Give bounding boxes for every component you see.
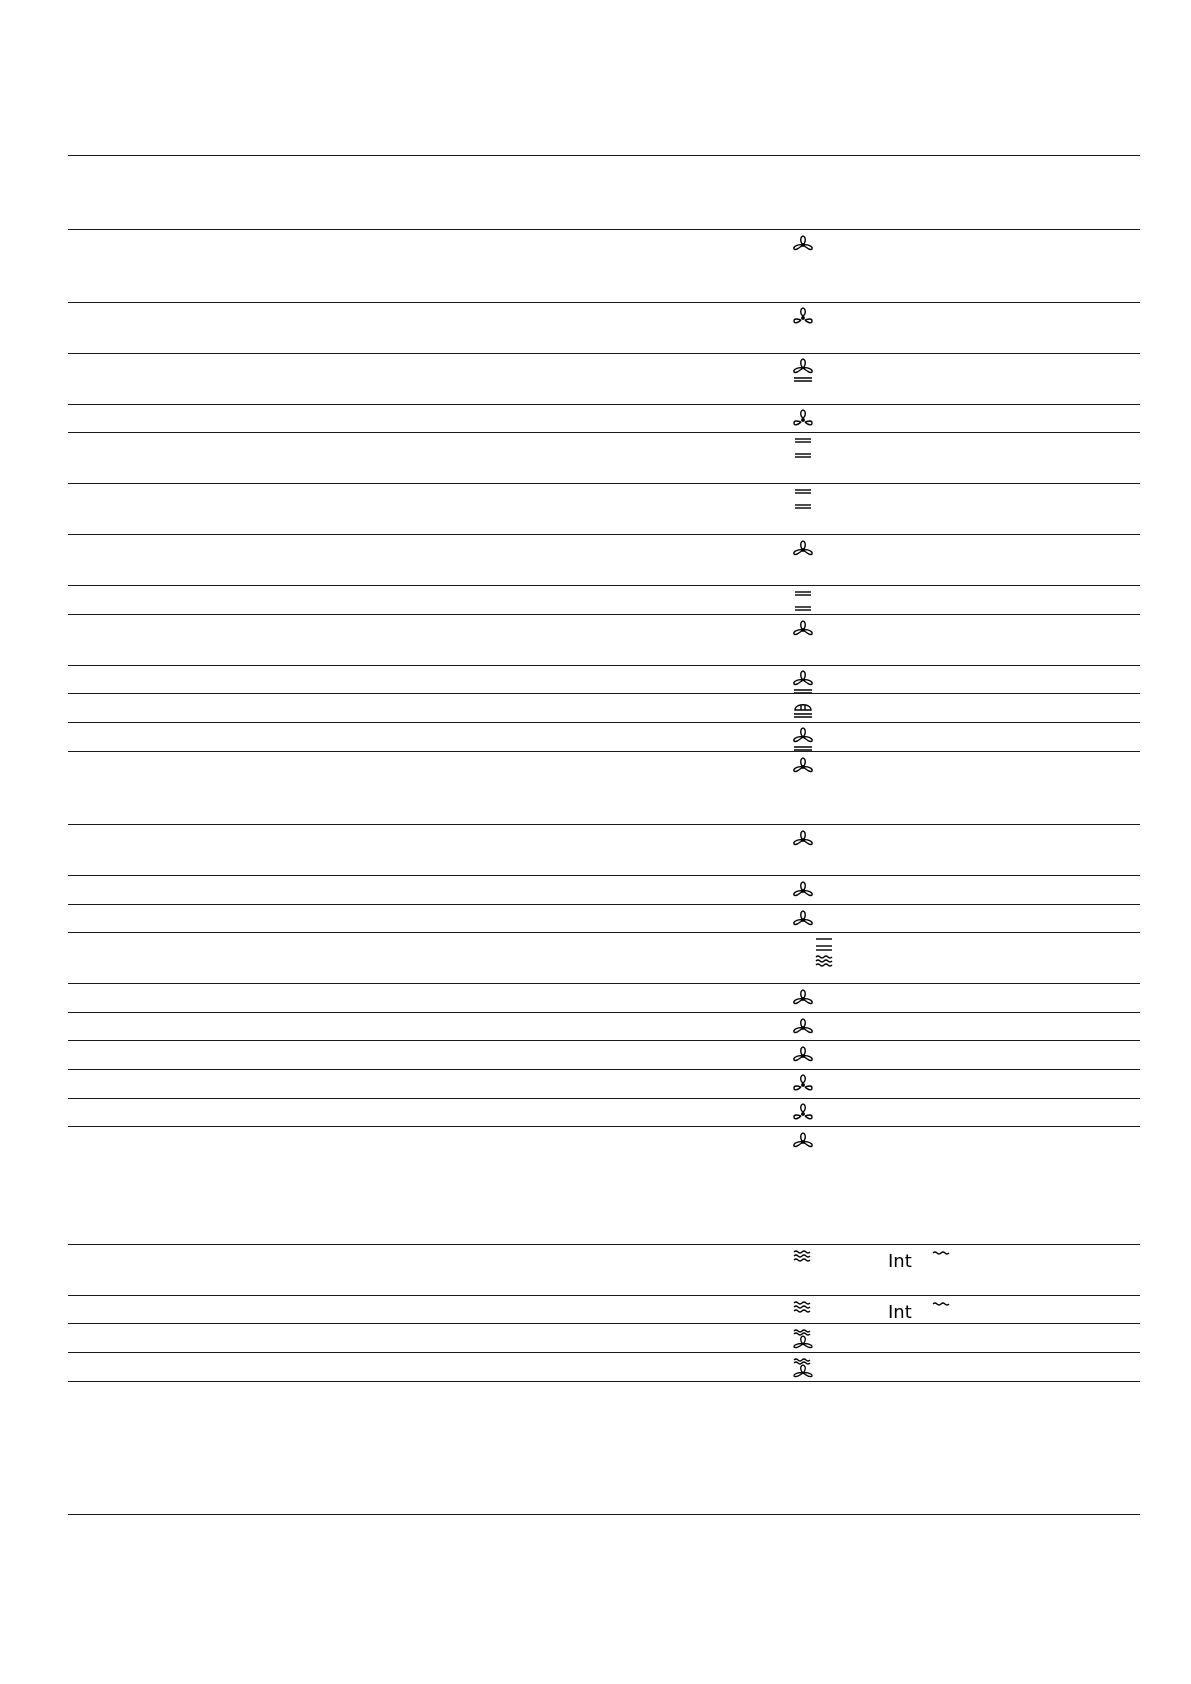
- table-row: [68, 983, 1140, 1012]
- table-row: [68, 1040, 1140, 1069]
- table-row: [68, 1352, 1140, 1381]
- table-row: [68, 1323, 1140, 1352]
- table-row: [68, 534, 1140, 585]
- table-row: [68, 302, 1140, 353]
- table-row: [68, 875, 1140, 904]
- table-row: [68, 155, 1140, 229]
- table-row: [68, 404, 1140, 432]
- table-row: [68, 751, 1140, 824]
- table-row: [68, 1244, 1140, 1295]
- table-row: [68, 1126, 1140, 1244]
- table-row: [68, 614, 1140, 665]
- table-row: [68, 229, 1140, 302]
- table-row: [68, 693, 1140, 722]
- table-row: [68, 932, 1140, 983]
- table-row: [68, 1381, 1140, 1515]
- table-row: [68, 585, 1140, 614]
- table-row: [68, 665, 1140, 693]
- table-row: [68, 904, 1140, 932]
- settings-table: [68, 155, 1140, 1515]
- table-row: [68, 1012, 1140, 1040]
- int-label-text: Int: [888, 1251, 912, 1272]
- table-row: [68, 1098, 1140, 1126]
- table-row: [68, 824, 1140, 875]
- table-row: [68, 432, 1140, 483]
- table-row: [68, 1295, 1140, 1323]
- table-row: [68, 722, 1140, 751]
- table-row: [68, 1069, 1140, 1098]
- int-label-text: Int: [888, 1302, 912, 1323]
- table-row: [68, 483, 1140, 534]
- table-row: [68, 353, 1140, 404]
